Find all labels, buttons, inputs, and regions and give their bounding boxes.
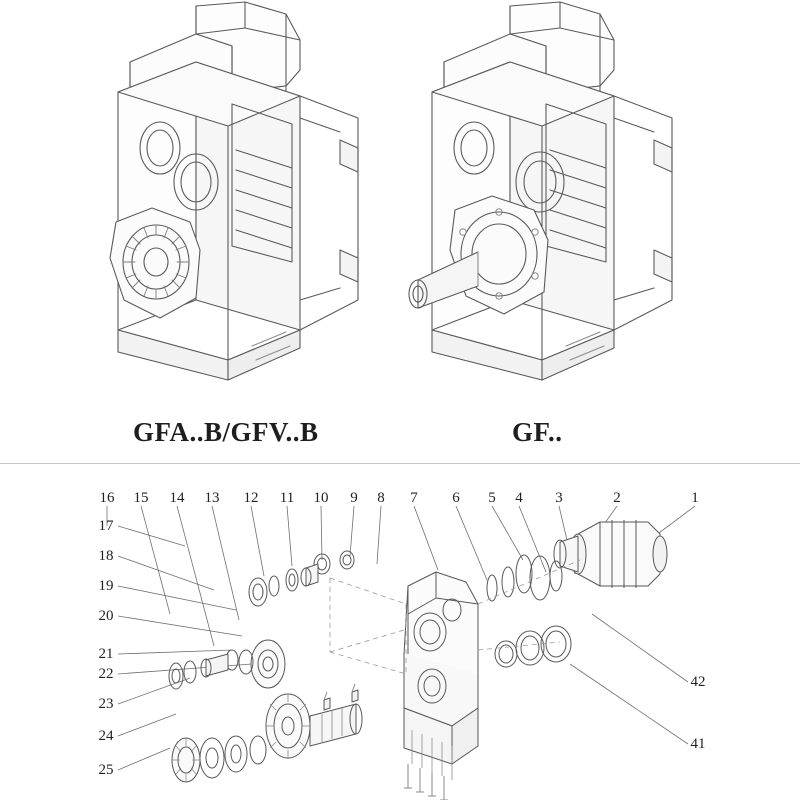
callout-41: 41	[690, 736, 706, 752]
callout-14: 14	[169, 490, 185, 506]
exploded-view	[0, 464, 800, 800]
part-flange-rings	[487, 555, 562, 601]
callout-21: 21	[98, 646, 114, 662]
caption-right: GF..	[512, 417, 563, 447]
callout-7: 7	[410, 490, 418, 506]
callout-1: 1	[691, 490, 699, 506]
part-motor-assembly	[554, 520, 667, 588]
callout-24: 24	[98, 728, 114, 744]
part-washer-stack-right	[495, 626, 571, 667]
part-gear-stack-mid	[169, 640, 285, 689]
part-small-hardware-top	[249, 551, 354, 606]
callout-42: 42	[690, 674, 706, 690]
callout-2: 2	[613, 490, 621, 506]
callout-23: 23	[98, 696, 114, 712]
gearbox-right-drawing	[409, 2, 672, 380]
callout-20: 20	[98, 608, 114, 624]
callout-25: 25	[98, 762, 114, 778]
callout-8: 8	[377, 490, 385, 506]
callout-17: 17	[98, 518, 114, 534]
callout-5: 5	[488, 490, 496, 506]
callout-11: 11	[279, 490, 295, 506]
callout-22: 22	[98, 666, 114, 682]
callout-19: 19	[98, 578, 114, 594]
part-bearing-bottom-left	[172, 736, 266, 782]
gearbox-left-drawing	[110, 2, 358, 380]
callout-16: 16	[99, 490, 115, 506]
callout-10: 10	[313, 490, 329, 506]
part-large-gear	[266, 694, 362, 758]
callout-3: 3	[555, 490, 563, 506]
callout-13: 13	[204, 490, 220, 506]
callout-4: 4	[515, 490, 523, 506]
part-bolts-bottom	[404, 764, 448, 800]
callout-18: 18	[98, 548, 114, 564]
caption-left: GFA..B/GFV..B	[133, 417, 319, 447]
callout-6: 6	[452, 490, 460, 506]
callout-12: 12	[243, 490, 259, 506]
callout-9: 9	[350, 490, 358, 506]
callout-15: 15	[133, 490, 149, 506]
part-gearbox-housing	[404, 572, 478, 780]
